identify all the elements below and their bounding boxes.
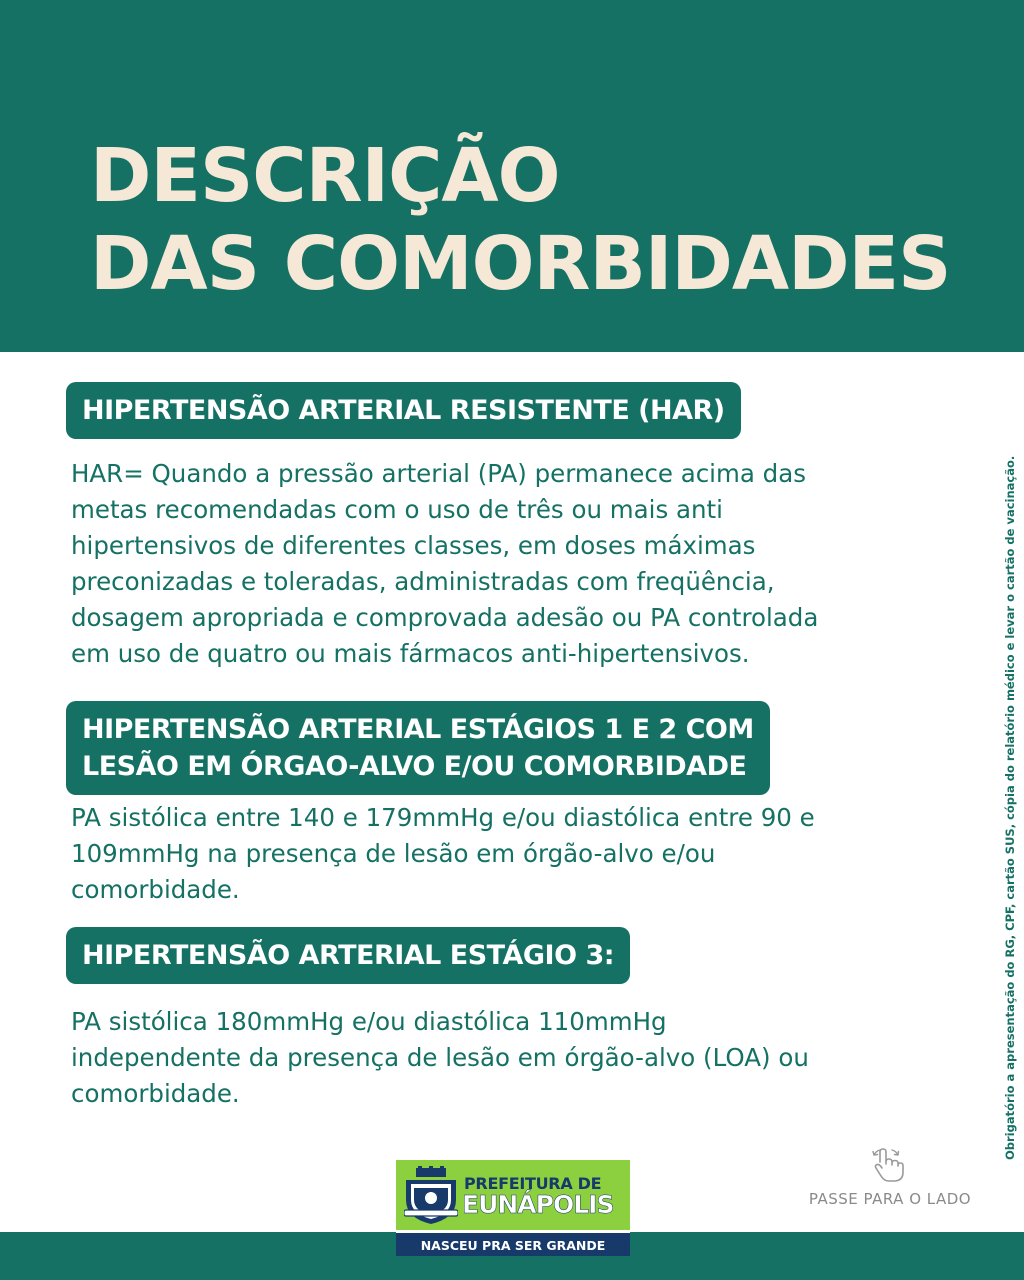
text-line: comorbidade. bbox=[71, 1079, 240, 1108]
logo-top-panel bbox=[396, 1160, 630, 1230]
swipe-label: PASSE PARA O LADO bbox=[808, 1190, 972, 1208]
section-label-stage-3 bbox=[66, 927, 630, 984]
side-note: Obrigatório a apresentação do RG, CPF, cartão SUS, cópia do relatório médico e levar o cartão de vacinação. bbox=[1003, 455, 1017, 1160]
text-line: comorbidade. bbox=[71, 875, 240, 904]
logo-line-2: EUNÁPOLIS bbox=[462, 1190, 614, 1219]
section-label-line: HIPERTENSÃO ARTERIAL ESTÁGIOS 1 E 2 COM bbox=[82, 714, 754, 745]
text-line: hipertensivos de diferentes classes, em doses máximas bbox=[71, 531, 756, 560]
text-line: PA sistólica entre 140 e 179mmHg e/ou diastólica entre 90 e bbox=[71, 803, 815, 832]
section-label-line: HIPERTENSÃO ARTERIAL RESISTENTE (HAR) bbox=[82, 395, 725, 426]
page-title bbox=[90, 132, 950, 308]
title-line-2: DAS COMORBIDADES bbox=[90, 221, 951, 307]
title-line-1: DESCRIÇÃO bbox=[90, 133, 560, 219]
section-label-stages-1-2 bbox=[66, 701, 770, 795]
swipe-hint[interactable] bbox=[790, 1148, 990, 1208]
section-label-line: LESÃO EM ÓRGAO-ALVO E/OU COMORBIDADE bbox=[82, 751, 747, 782]
text-line: metas recomendadas com o uso de três ou mais anti bbox=[71, 495, 723, 524]
text-line: dosagem apropriada e comprovada adesão ou PA controlada bbox=[71, 603, 819, 632]
text-line: HAR= Quando a pressão arterial (PA) permanece acima das bbox=[71, 459, 806, 488]
logo-slogan: NASCEU PRA SER GRANDE bbox=[396, 1230, 630, 1256]
section-label-har bbox=[66, 382, 741, 439]
text-line: PA sistólica 180mmHg e/ou diastólica 110mmHg bbox=[71, 1007, 667, 1036]
section-text-har bbox=[71, 456, 955, 672]
section-text-stage-3 bbox=[71, 1004, 955, 1112]
prefeitura-logo bbox=[396, 1160, 630, 1256]
section-label-line: HIPERTENSÃO ARTERIAL ESTÁGIO 3: bbox=[82, 940, 615, 971]
text-line: preconizadas e toleradas, administradas com freqüência, bbox=[71, 567, 775, 596]
text-line: em uso de quatro ou mais fármacos anti-hipertensivos. bbox=[71, 639, 750, 668]
crest-icon bbox=[404, 1166, 458, 1226]
swipe-hand-icon bbox=[870, 1148, 910, 1184]
section-text-stages-1-2 bbox=[71, 800, 955, 908]
text-line: 109mmHg na presença de lesão em órgão-alvo e/ou bbox=[71, 839, 716, 868]
logo-line-1: PREFEITURA DE bbox=[464, 1174, 602, 1193]
text-line: independente da presença de lesão em órgão-alvo (LOA) ou bbox=[71, 1043, 809, 1072]
